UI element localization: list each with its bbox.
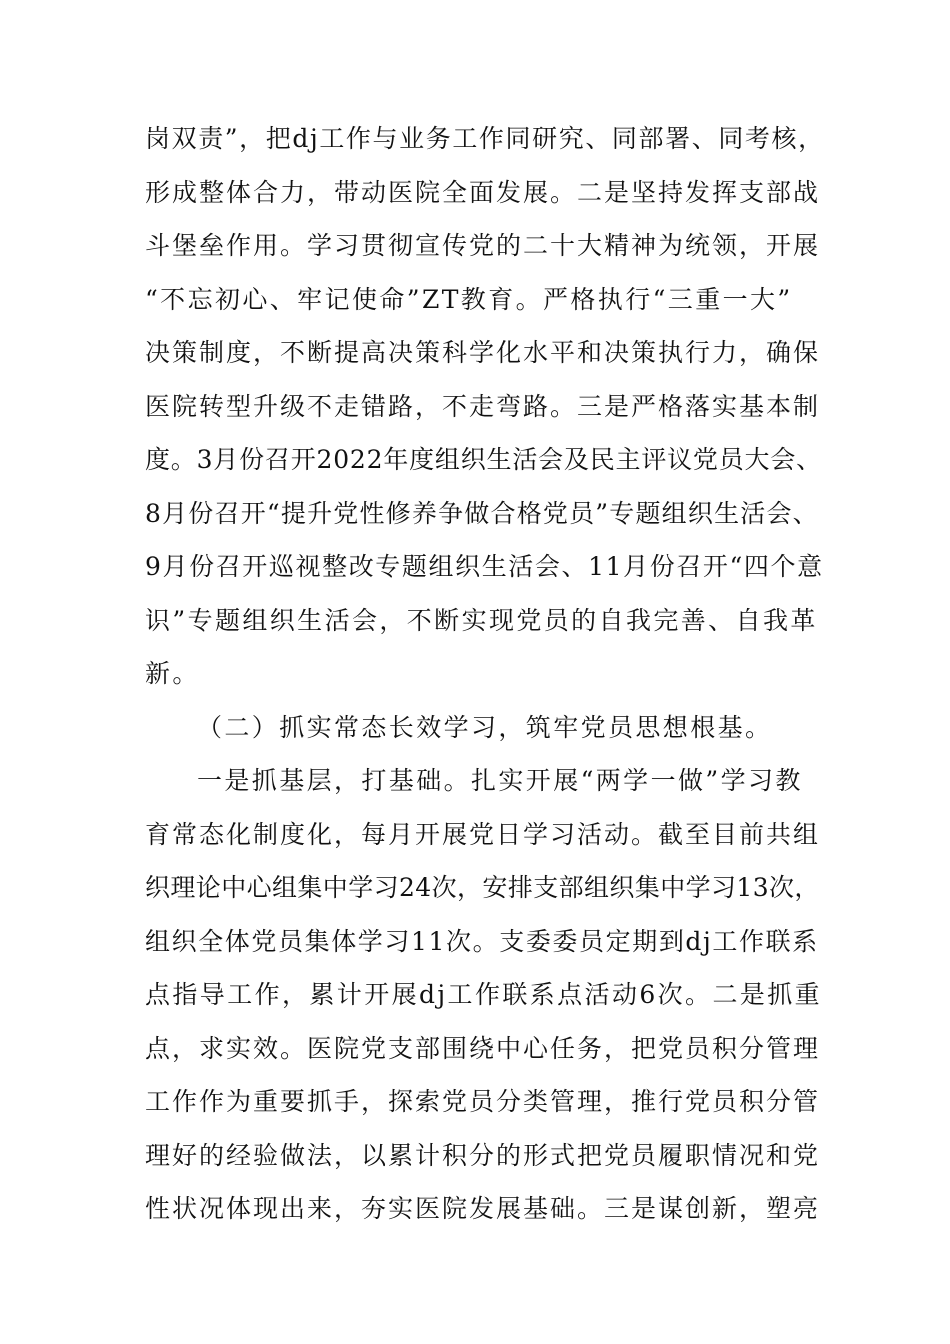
paragraph-line: 理好的经验做法，以累计积分的形式把党员履职情况和党: [145, 1140, 821, 1170]
paragraph-line: “不忘初心、牢记使命”ZT教育。严格执行“三重一大”: [145, 284, 793, 314]
document-body: [145, 112, 825, 1236]
paragraph-line: 决策制度，不断提高决策科学化水平和决策执行力，确保: [145, 338, 821, 367]
paragraph-line: 识”专题组织生活会，不断实现党员的自我完善、自我革: [145, 605, 818, 635]
paragraph-line: 岗双责”，把dj工作与业务工作同研究、同部署、同考核，: [145, 124, 825, 153]
paragraph-line: 育常态化制度化，每月开展党日学习活动。截至目前共组: [145, 819, 821, 849]
paragraph-line: 9月份召开巡视整改专题组织生活会、11月份召开“四个意: [145, 552, 824, 581]
paragraph-line: 新。: [145, 659, 200, 688]
paragraph-line: 形成整体合力，带动医院全面发展。二是坚持发挥支部战: [145, 177, 821, 207]
paragraph-line: 性状况体现出来，夯实医院发展基础。三是谋创新，塑亮: [145, 1194, 821, 1223]
paragraph-line: 8月份召开“提升党性修养争做合格党员”专题组织生活会、: [145, 498, 819, 528]
paragraph-line: 斗堡垒作用。学习贯彻宣传党的二十大精神为统领，开展: [145, 231, 821, 260]
paragraph-line: 工作作为重要抓手，探索党员分类管理，推行党员积分管: [145, 1087, 821, 1116]
paragraph-line: 一是抓基层，打基础。扎实开展“两学一做”学习教: [197, 766, 803, 795]
paragraph-line: 点指导工作，累计开展dj工作联系点活动6次。二是抓重: [145, 980, 823, 1009]
paragraph-line: 织理论中心组集中学习24次，安排支部组织集中学习13次，: [145, 873, 820, 902]
paragraph-line: 组织全体党员集体学习11次。支委委员定期到dj工作联系: [145, 926, 819, 956]
paragraph-line: 医院转型升级不走错路，不走弯路。三是严格落实基本制: [145, 391, 821, 421]
paragraph-line: 点，求实效。医院党支部围绕中心任务，把党员积分管理: [145, 1033, 821, 1063]
section-heading: （二）抓实常态长效学习，筑牢党员思想根基。: [197, 712, 773, 742]
paragraph-line: 度。3月份召开2022年度组织生活会及民主评议党员大会、: [145, 445, 822, 474]
